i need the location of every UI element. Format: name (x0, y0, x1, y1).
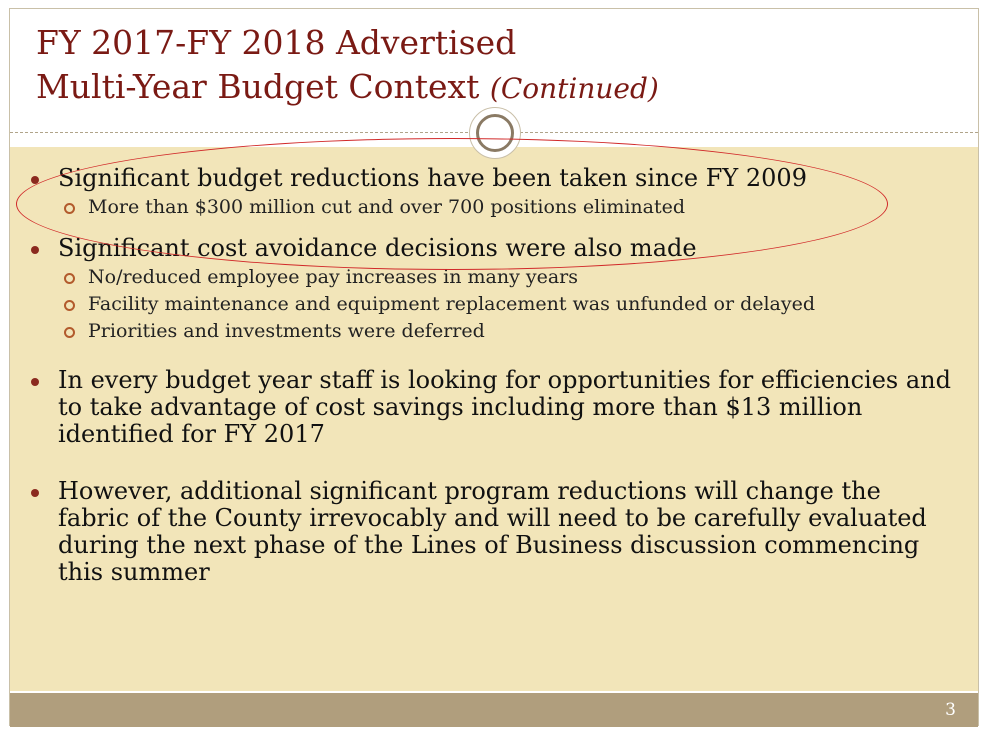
bullet-item (28, 478, 958, 586)
title-line-2: Multi-Year Budget Context (36, 67, 480, 106)
bullet-dot-icon (31, 246, 39, 254)
bullet-dot-icon (31, 176, 39, 184)
bullet-item (28, 367, 958, 448)
bullet-text: In every budget year staff is looking for opportunities for efficiencies and to take advantage of cost savings including more than $13 million identified for FY 2017 (58, 366, 951, 448)
sub-bullet-item (28, 291, 958, 318)
bullet-text: Significant budget reductions have been taken since FY 2009 (58, 164, 807, 192)
sub-bullet-ring-icon (64, 203, 75, 214)
sub-bullet-item (28, 194, 958, 221)
sub-bullet-text: Priorities and investments were deferred (88, 320, 485, 342)
sub-bullet-ring-icon (64, 300, 75, 311)
title-suffix: (Continued) (489, 72, 659, 105)
sub-bullet-text: More than $300 million cut and over 700 positions eliminated (88, 196, 686, 218)
bullet-text: Significant cost avoidance decisions were also made (58, 234, 697, 262)
bullet-item (28, 165, 958, 192)
bullet-dot-icon (31, 489, 39, 497)
divider-circle-icon (469, 107, 521, 159)
sub-bullet-item (28, 264, 958, 291)
title-line-1: FY 2017-FY 2018 Advertised (36, 23, 517, 62)
sub-bullet-ring-icon (64, 273, 75, 284)
footer-bar (10, 693, 978, 727)
bullet-text: However, additional significant program reductions will change the fabric of the County irrevocably and will need to be carefully evaluated during the next phase of the Lines of Business discussion commencing this summer (58, 477, 927, 586)
bullet-dot-icon (31, 378, 39, 386)
slide-title (36, 21, 659, 111)
sub-bullet-text: Facility maintenance and equipment replacement was unfunded or delayed (88, 293, 816, 315)
page-number: 3 (945, 700, 956, 720)
sub-bullet-text: No/reduced employee pay increases in many years (88, 266, 578, 288)
bullet-item (28, 235, 958, 262)
bullet-list (28, 165, 958, 596)
divider-circle-inner (476, 114, 514, 152)
sub-bullet-ring-icon (64, 327, 75, 338)
sub-bullet-item (28, 318, 958, 345)
